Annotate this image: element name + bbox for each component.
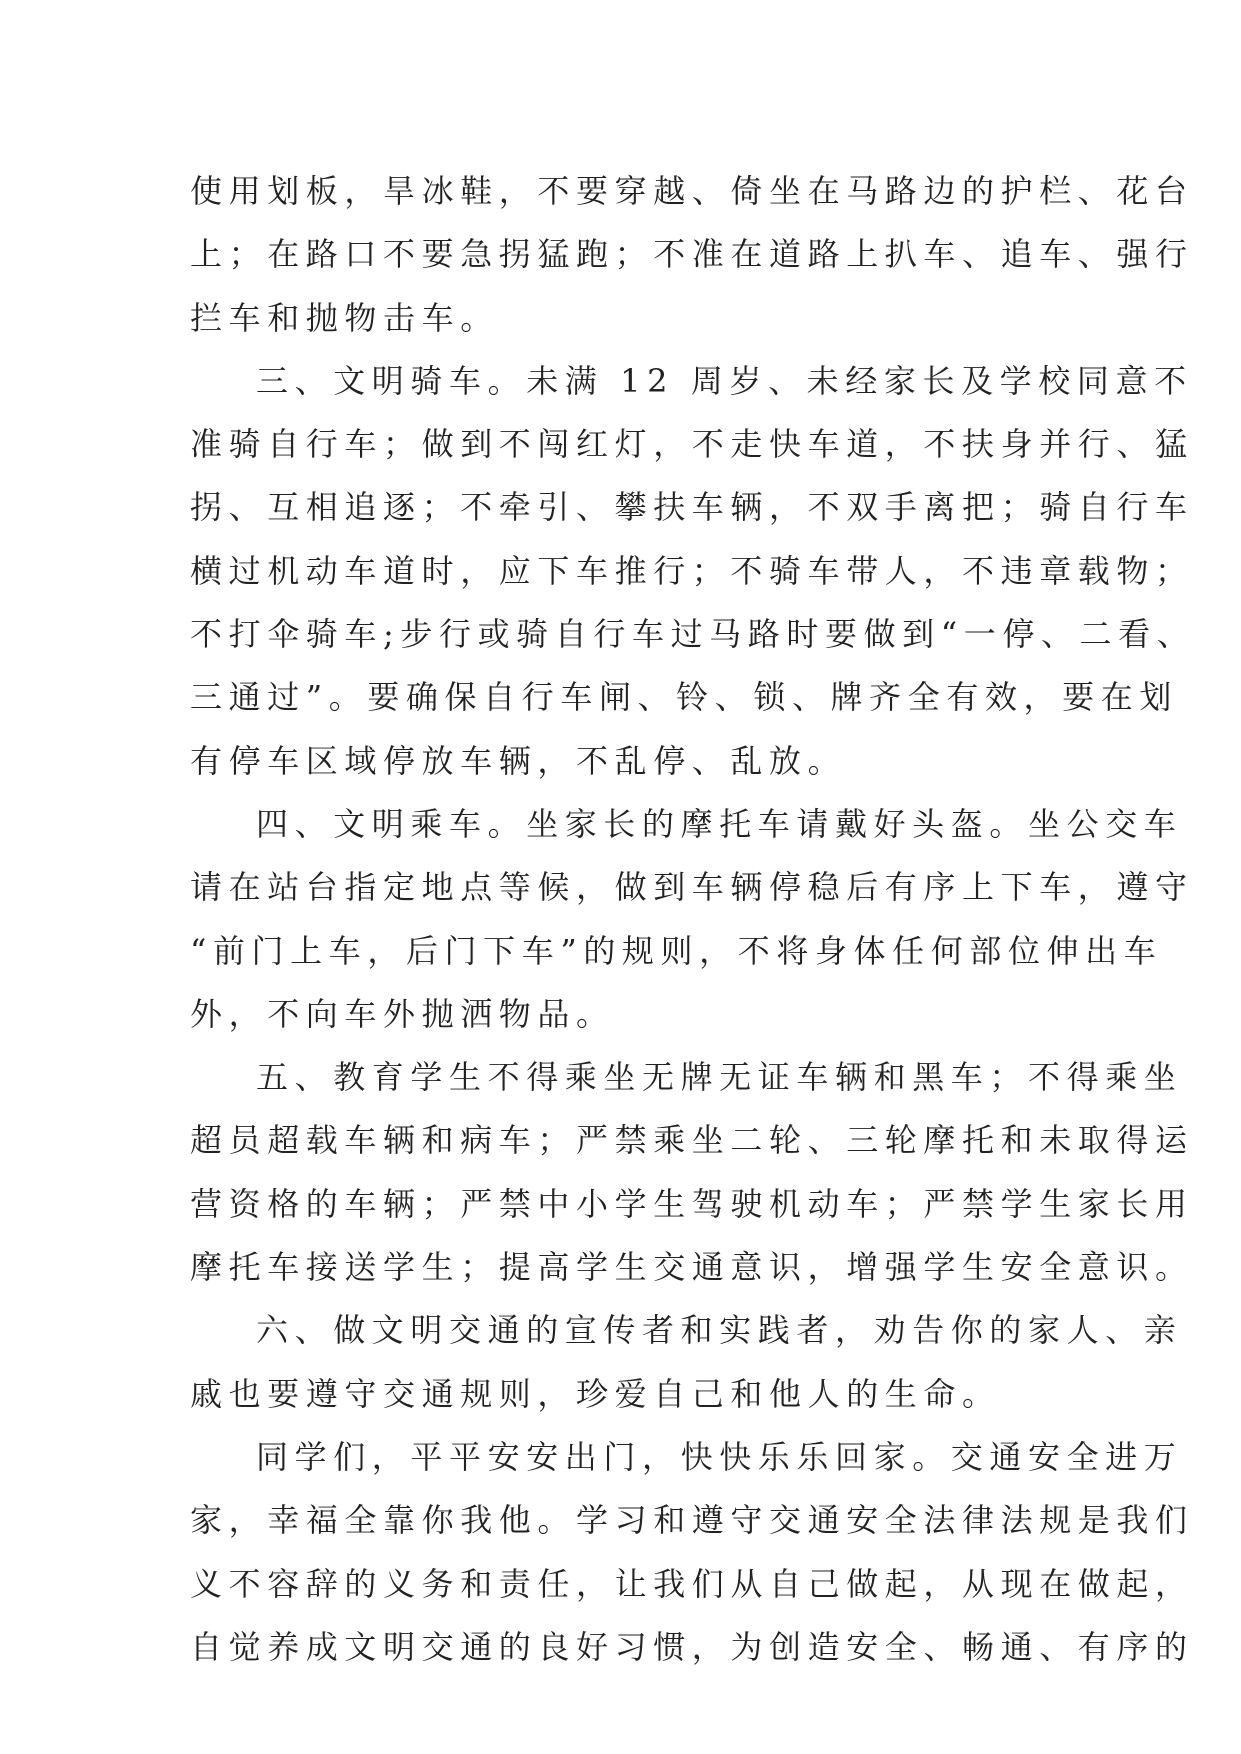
text-line: 家，幸福全靠你我他。学习和遵守交通安全法律法规是我们	[190, 1501, 1194, 1540]
document-body	[190, 160, 1196, 1679]
text-line: 自觉养成文明交通的良好习惯，为创造安全、畅通、有序的	[190, 1627, 1194, 1666]
text-line: 横过机动车道时，应下车推行；不骑车带人，不违章载物；	[190, 551, 1194, 590]
text-line: 请在站台指定地点等候，做到车辆停稳后有序上下车，遵守	[190, 868, 1194, 907]
text-line: 外，不向车外抛洒物品。	[190, 994, 615, 1033]
text-line: 拐、互相追逐；不牵引、攀扶车辆，不双手离把；骑自行车	[190, 488, 1194, 527]
text-line: 摩托车接送学生；提高学生交通意识，增强学生安全意识。	[190, 1248, 1194, 1287]
text-line: 义不容辞的义务和责任，让我们从自己做起，从现在做起，	[190, 1564, 1194, 1603]
text-line: “前门上车，后门下车”的规则，不将身体任何部位伸出车	[190, 931, 1163, 970]
text-line: 营资格的车辆；严禁中小学生驾驶机动车；严禁学生家长用	[190, 1184, 1194, 1223]
text-line: 超员超载车辆和病车；严禁乘坐二轮、三轮摩托和未取得运	[190, 1121, 1194, 1160]
paragraph-start-line: 六、做文明交通的宣传者和实践者，劝告你的家人、亲	[256, 1311, 1183, 1350]
text-line: 使用划板，旱冰鞋，不要穿越、倚坐在马路边的护栏、花台	[190, 172, 1194, 210]
text-line: 戚也要遵守交通规则，珍爱自己和他人的生命。	[190, 1374, 1001, 1413]
text-line: 准骑自行车；做到不闯红灯，不走快车道，不扶身并行、猛	[190, 425, 1194, 464]
text-line: 拦车和抛物击车。	[190, 298, 499, 337]
paragraph-start-line: 四、文明乘车。坐家长的摩托车请戴好头盔。坐公交车	[256, 804, 1183, 843]
paragraph-start-line: 同学们，平平安安出门，快快乐乐回家。交通安全进万	[256, 1437, 1183, 1476]
text-line: 不打伞骑车;步行或骑自行车过马路时要做到“一停、二看、	[190, 615, 1196, 654]
paragraph-start-line: 三、文明骑车。未满 12 周岁、未经家长及学校同意不	[256, 361, 1193, 400]
paragraph-start-line: 五、教育学生不得乘坐无牌无证车辆和黑车；不得乘坐	[256, 1058, 1183, 1097]
text-line: 上；在路口不要急拐猛跑；不准在道路上扒车、追车、强行	[190, 235, 1194, 274]
text-line: 有停车区域停放车辆，不乱停、乱放。	[190, 741, 847, 780]
text-line: 三通过”。要确保自行车闸、铃、锁、牌齐全有效，要在划	[190, 678, 1178, 717]
